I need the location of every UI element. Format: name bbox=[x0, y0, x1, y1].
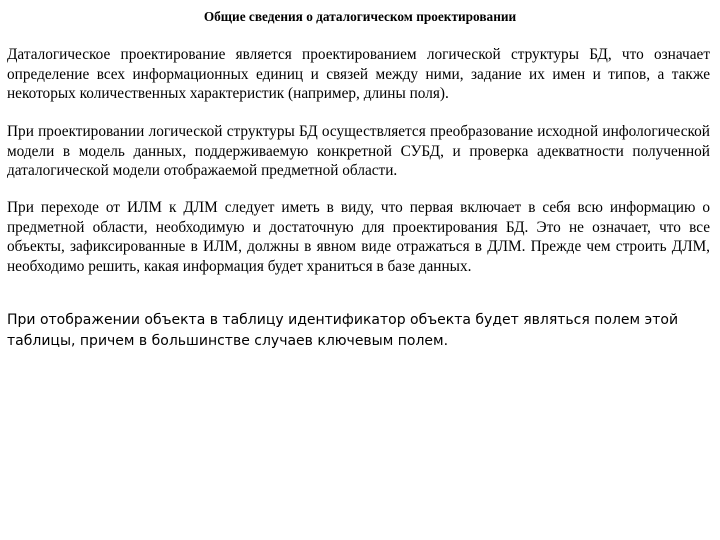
page-title: Общие сведения о даталогическом проектировании bbox=[203, 9, 517, 24]
paragraph-object-identifier: При отображении объекта в таблицу идентификатор объекта будет являться полем этой таблицы, причем в большинстве случаев ключевым полем. bbox=[7, 312, 679, 349]
paragraph-transformation: При проектировании логической структуры БД осуществляется преобразование исходной инфологической модели в модель данных, поддерживаемую конкретной СУБД, и проверка адекватности полученной даталогической модели отображаемой предметной области. bbox=[7, 123, 710, 179]
paragraph-ilm-to-dlm: При переходе от ИЛМ к ДЛМ следует иметь в виду, что первая включает в себя всю информацию о предметной области, необходимую и достаточную для проектирования БД. Это не означает, что все объекты, зафиксированные в ИЛМ, должны в явном виде отражаться в ДЛМ. Прежде чем строить ДЛМ, необходимо решить, какая информация будет храниться в базе данных. bbox=[7, 199, 710, 275]
paragraph-definition: Даталогическое проектирование является проектированием логической структуры БД, что означает определение всех информационных единиц и связей между ними, задание их имен и типов, а также некоторых количественных характеристик (например, длины поля). bbox=[7, 46, 710, 102]
